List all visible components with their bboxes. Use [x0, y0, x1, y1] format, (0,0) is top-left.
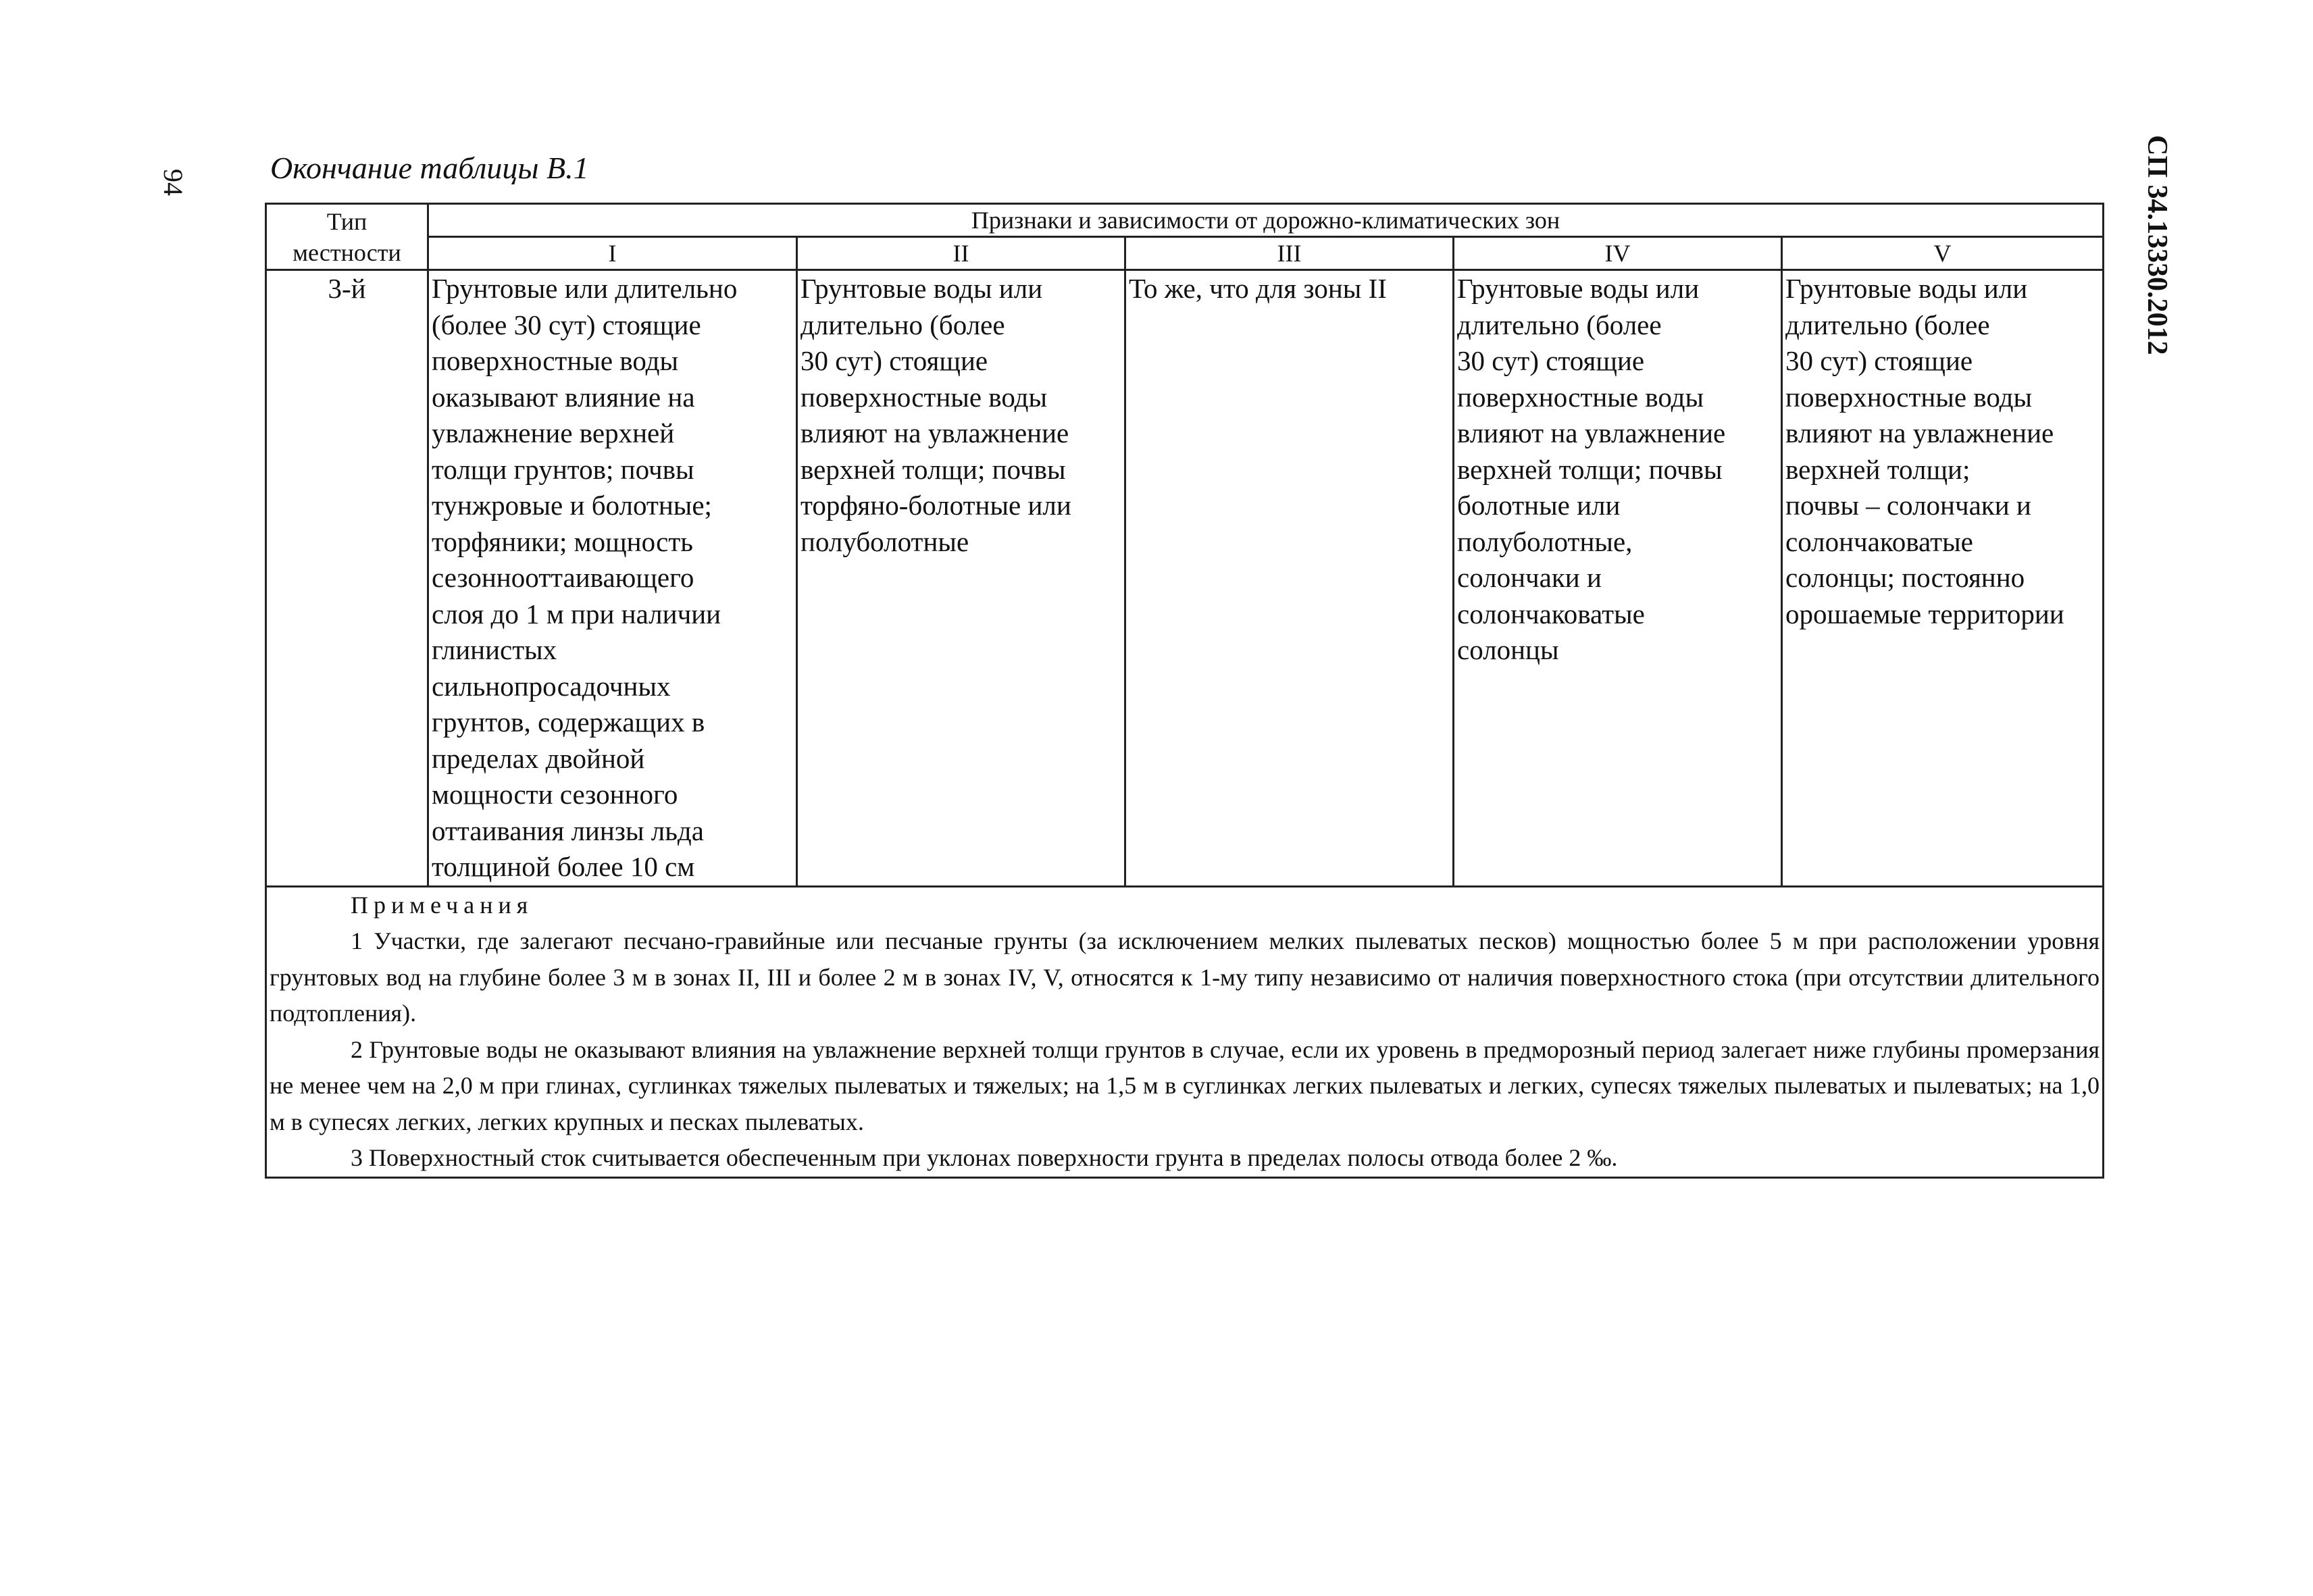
zone-v-cell: Грунтовые воды или длительно (более 30 сут) стоящие поверхностные воды влияют на увлажнение верхней толщи; почвы – солончаки и солончаковатые солонцы; постоянно орошаемые территории: [1782, 270, 2104, 887]
terrain-type-cell: 3-й: [266, 270, 428, 887]
document-code: СП 34.13330.2012: [2141, 135, 2172, 355]
table-zones-row: [266, 237, 2104, 270]
header-zone-i: I: [428, 237, 797, 270]
header-zone-group: Признаки и зависимости от дорожно-климатических зон: [428, 204, 2104, 237]
header-zone-v: V: [1782, 237, 2104, 270]
table-row: [266, 270, 2104, 887]
notes-cell: [266, 886, 2104, 1177]
zone-i-cell: Грунтовые или длительно (более 30 сут) стоящие поверхностные воды оказывают влияние на увлажнение верхней толщи грунтов; почвы тунжровые и болотные; торфяники; мощность сезоннооттаивающего слоя до 1 м при наличии глинистых сильнопросадочных грунтов, содержащих в пределах двойной мощности сезонного оттаивания линзы льда толщиной более 10 см: [428, 270, 797, 887]
notes-row: [266, 886, 2104, 1177]
header-zone-ii: II: [797, 237, 1125, 270]
zone-iii-cell: То же, что для зоны II: [1125, 270, 1454, 887]
note-item: 1 Участки, где залегают песчано-гравийные или песчаные грунты (за исключением мелких пылеватых песков) мощностью более 5 м при расположении уровня грунтовых вод на глубине более 3 м в зонах II, III и более 2 м в зонах IV, V, относятся к 1-му типу независимо от наличия поверхностного стока (при отсутствии длительного подтопления).: [270, 927, 2100, 1027]
note-item: 3 Поверхностный сток считывается обеспеченным при уклонах поверхности грунта в пределах полосы отвода более 2 ‰.: [351, 1144, 1618, 1171]
table-caption: Окончание таблицы В.1: [270, 151, 589, 185]
notes-title: Примечания: [351, 891, 534, 919]
table-header-row: [266, 204, 2104, 237]
header-zone-iv: IV: [1454, 237, 1782, 270]
note-item: 2 Грунтовые воды не оказывают влияния на увлажнение верхней толщи грунтов в случае, если их уровень в предморозный период залегает ниже глубины промерзания не менее чем на 2,0 м при глинах, суглинках тяжелых пылеватых и тяжелых; на 1,5 м в суглинках легких пылеватых и легких, супесях тяжелых пылеватых и пылеватых; на 1,0 м в супесях легких, легких крупных и песках пылеватых.: [270, 1035, 2100, 1135]
zone-iv-cell: Грунтовые воды или длительно (более 30 сут) стоящие поверхностные воды влияют на увлажнение верхней толщи; почвы болотные или полуболотные, солончаки и солончаковатые солонцы: [1454, 270, 1782, 887]
terrain-type-table: [265, 203, 2104, 1179]
header-terrain-type: Тип местности: [266, 204, 428, 270]
header-zone-iii: III: [1125, 237, 1454, 270]
page-number: 94: [158, 169, 188, 196]
zone-ii-cell: Грунтовые воды или длительно (более 30 сут) стоящие поверхностные воды влияют на увлажнение верхней толщи; почвы торфяно-болотные или полуболотные: [797, 270, 1125, 887]
